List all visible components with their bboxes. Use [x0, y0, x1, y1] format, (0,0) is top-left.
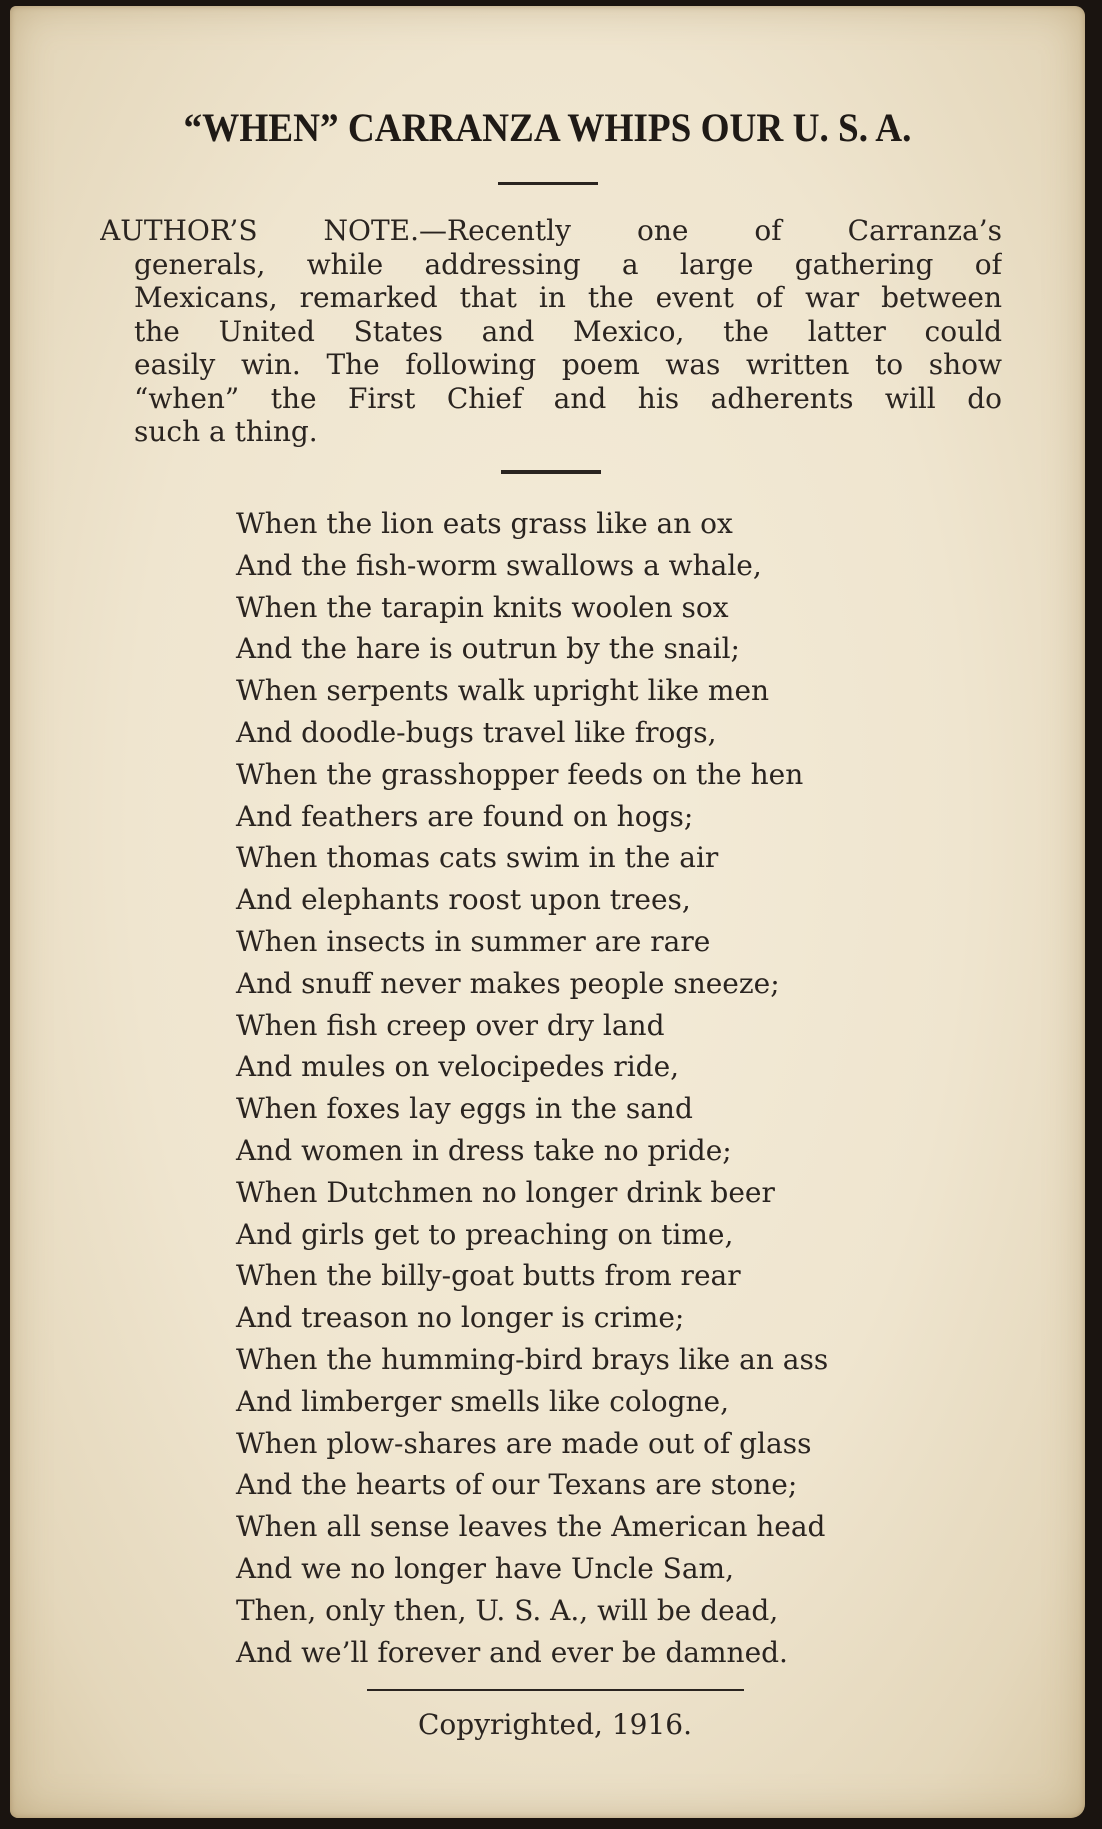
poem-line: And doodle-bugs travel like frogs, — [236, 715, 717, 749]
copyright-divider — [367, 1689, 744, 1691]
author-note-line: easily win. The following poem was written to show — [134, 348, 1002, 381]
poem-line: And the hare is outrun by the snail; — [236, 632, 740, 666]
poem-line: And mules on velocipedes ride, — [236, 1050, 680, 1084]
poem-line: When insects in summer are rare — [236, 924, 711, 958]
printed-card — [10, 6, 1085, 1818]
poem-line: When Dutchmen no longer drink beer — [236, 1175, 775, 1209]
poem-line: And elephants roost upon trees, — [236, 883, 691, 917]
title-divider — [498, 182, 598, 185]
poem-line: When the grasshopper feeds on the hen — [236, 757, 804, 791]
poem-line: When fish creep over dry land — [236, 1008, 665, 1042]
author-note-line: Mexicans, remarked that in the event of war between — [134, 281, 1002, 314]
note-divider — [501, 470, 601, 474]
poem-line: And feathers are found on hogs; — [236, 799, 694, 833]
author-note-line: generals, while addressing a large gathering of — [134, 247, 1002, 281]
author-note-line: such a thing. — [134, 415, 318, 448]
poem-line: And the fish-worm swallows a whale, — [236, 548, 762, 582]
author-note-line: AUTHOR’S NOTE.—Recently one of Carranza’s — [100, 214, 1002, 247]
author-note-line: the United States and Mexico, the latter could — [134, 314, 1002, 348]
poem-line: When the humming-bird brays like an ass — [236, 1342, 829, 1376]
poem-line: When foxes lay eggs in the sand — [236, 1092, 693, 1126]
poem-line: And treason no longer is crime; — [236, 1301, 685, 1335]
poem-line: When plow-shares are made out of glass — [236, 1426, 812, 1460]
poem-line: And girls get to preaching on time, — [236, 1217, 734, 1251]
poem-line: When the billy-goat butts from rear — [236, 1259, 741, 1293]
copyright-notice: Copyrighted, 1916. — [417, 1708, 693, 1741]
poem-line: And limberger smells like cologne, — [236, 1384, 729, 1418]
poem-line: And the hearts of our Texans are stone; — [236, 1468, 798, 1502]
poem-line: When the lion eats grass like an ox — [236, 507, 733, 540]
poem-line: When thomas cats swim in the air — [236, 841, 719, 875]
poem-line: And we no longer have Uncle Sam, — [236, 1551, 735, 1585]
poem — [236, 503, 996, 1673]
poem-line: And women in dress take no pride; — [236, 1133, 732, 1167]
poem-line: And snuff never makes people sneeze; — [236, 966, 780, 1000]
author-note — [100, 214, 1002, 449]
document-title: “WHEN” CARRANZA WHIPS OUR U. S. A. — [183, 105, 912, 150]
author-note-line: “when” the First Chief and his adherents will do — [134, 381, 1002, 415]
poem-line: When serpents walk upright like men — [236, 674, 770, 708]
poem-line: When all sense leaves the American head — [236, 1510, 826, 1544]
poem-line: And we’ll forever and ever be damned. — [236, 1635, 788, 1669]
poem-line: When the tarapin knits woolen sox — [236, 590, 729, 624]
poem-line: Then, only then, U. S. A., will be dead, — [236, 1593, 779, 1627]
